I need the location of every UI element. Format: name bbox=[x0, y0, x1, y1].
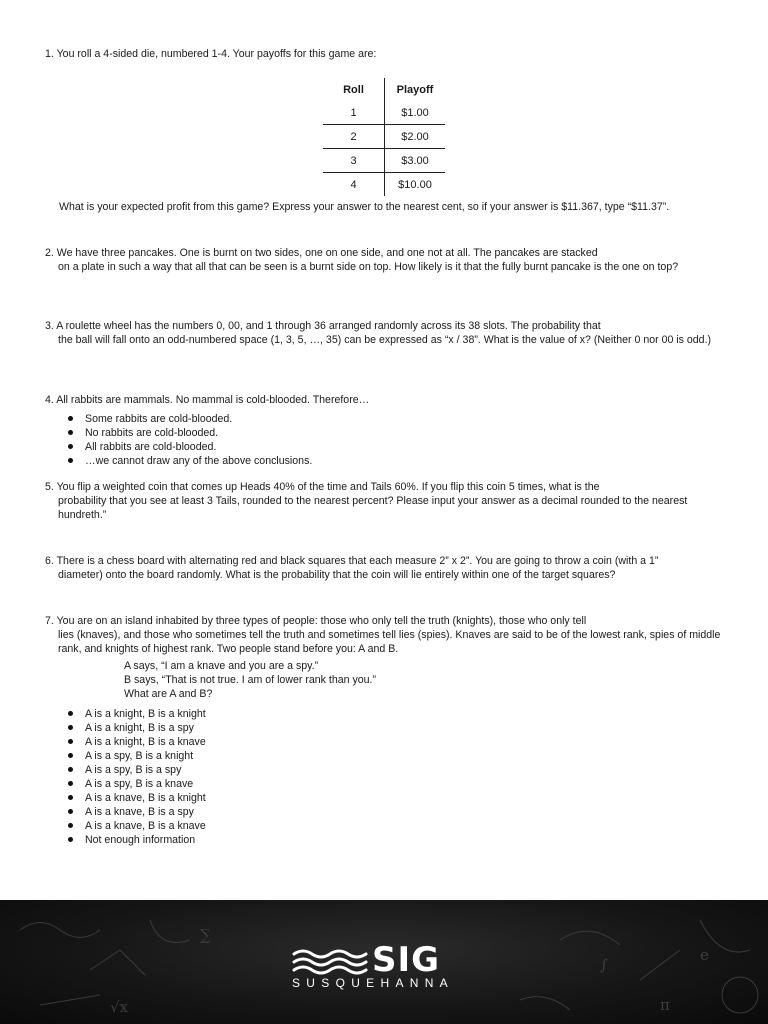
question-2-line2: on a plate in such a way that all that can be seen is a burnt side on top. How likely is it that the fully burnt pancake is the one on top? bbox=[58, 261, 679, 273]
option-item[interactable]: Not enough information bbox=[85, 833, 735, 847]
option-item[interactable]: No rabbits are cold-blooded. bbox=[85, 426, 735, 440]
option-item[interactable]: …we cannot draw any of the above conclusions. bbox=[85, 454, 735, 468]
question-1-followup-text: What is your expected profit from this game? Express your answer to the nearest cent, so if your answer is $11.367, type “$11.37”. bbox=[59, 201, 670, 213]
table-cell-payoff: $1.00 bbox=[385, 101, 446, 125]
option-item[interactable]: Some rabbits are cold-blooded. bbox=[85, 412, 735, 426]
question-2-line1: 2. We have three pancakes. One is burnt on two sides, one on one side, and one not at all. The pancakes are stacked bbox=[45, 247, 598, 259]
question-3 bbox=[45, 319, 735, 347]
sig-logo bbox=[292, 942, 482, 992]
svg-text:π: π bbox=[660, 996, 670, 1014]
question-7-dialogue bbox=[45, 659, 735, 701]
table-cell-roll: 1 bbox=[323, 101, 385, 125]
table-header-row bbox=[323, 78, 445, 101]
question-1-text: 1. You roll a 4-sided die, numbered 1-4. Your payoffs for this game are: bbox=[45, 48, 377, 60]
option-item[interactable]: All rabbits are cold-blooded. bbox=[85, 440, 735, 454]
option-item[interactable]: A is a spy, B is a knight bbox=[85, 749, 735, 763]
option-item[interactable]: A is a knave, B is a knight bbox=[85, 791, 735, 805]
svg-text:e: e bbox=[700, 946, 709, 964]
question-7-line1: 7. You are on an island inhabited by three types of people: those who only tell the truth (knights), those who only tell bbox=[45, 615, 587, 627]
question-2 bbox=[45, 246, 735, 274]
logo-brand: SIG bbox=[372, 940, 441, 980]
table-cell-roll: 2 bbox=[323, 125, 385, 149]
question-4-text: 4. All rabbits are mammals. No mammal is cold-blooded. Therefore… bbox=[45, 394, 370, 406]
option-item[interactable]: A is a knight, B is a knight bbox=[85, 707, 735, 721]
table-row bbox=[323, 149, 445, 173]
table-header-playoff: Playoff bbox=[396, 83, 434, 96]
question-6 bbox=[45, 554, 735, 582]
svg-text:√x: √x bbox=[110, 998, 129, 1016]
table-row bbox=[323, 101, 445, 125]
dialogue-line: B says, “That is not true. I am of lower rank than you.” bbox=[124, 674, 376, 686]
table-row bbox=[323, 173, 445, 197]
option-item[interactable]: A is a knight, B is a spy bbox=[85, 721, 735, 735]
question-6-line2: diameter) onto the board randomly. What is the probability that the coin will lie entirely within one of the target squares? bbox=[58, 569, 616, 581]
logo-subtitle: SUSQUEHANNA bbox=[292, 976, 454, 990]
svg-text:∑: ∑ bbox=[200, 926, 211, 944]
svg-text:∫: ∫ bbox=[600, 956, 608, 974]
question-5-line2: probability that you see at least 3 Tails, rounded to the nearest percent? Please input your answer as a decimal rounded to the nearest hundreth.” bbox=[58, 495, 688, 521]
wave-lines-icon bbox=[292, 946, 370, 976]
option-item[interactable]: A is a spy, B is a spy bbox=[85, 763, 735, 777]
option-item[interactable]: A is a knave, B is a knave bbox=[85, 819, 735, 833]
dialogue-line: A says, “I am a knave and you are a spy.” bbox=[124, 660, 319, 672]
table-header-roll: Roll bbox=[323, 78, 385, 101]
option-item[interactable]: A is a knave, B is a spy bbox=[85, 805, 735, 819]
question-5 bbox=[45, 480, 735, 522]
table-cell-payoff: $10.00 bbox=[398, 178, 432, 191]
question-1 bbox=[45, 47, 735, 61]
question-7-line2: lies (knaves), and those who sometimes tell the truth and sometimes tell lies (spies). Knaves are said to be of the lowest rank, spies of middle rank, and knights of highest rank. Two people stand before you: A and B. bbox=[58, 629, 721, 655]
question-5-line1: 5. You flip a weighted coin that comes up Heads 40% of the time and Tails 60%. If you flip this coin 5 times, what is the bbox=[45, 481, 600, 493]
question-7 bbox=[45, 614, 735, 847]
table-cell-roll: 4 bbox=[323, 173, 385, 197]
question-3-line1: 3. A roulette wheel has the numbers 0, 00, and 1 through 36 arranged randomly across its 38 slots. The probability that bbox=[45, 320, 601, 332]
option-item[interactable]: A is a spy, B is a knave bbox=[85, 777, 735, 791]
table-cell-roll: 3 bbox=[323, 149, 385, 173]
dialogue-line: What are A and B? bbox=[124, 688, 213, 700]
question-1-followup bbox=[59, 200, 749, 214]
table-cell-payoff: $2.00 bbox=[385, 125, 446, 149]
question-7-options bbox=[45, 707, 735, 847]
payoff-table bbox=[323, 78, 445, 196]
table-row bbox=[323, 125, 445, 149]
question-4-options bbox=[45, 412, 735, 468]
question-6-line1: 6. There is a chess board with alternating red and black squares that each measure 2” x 2”. You are going to throw a coin (with a 1” bbox=[45, 555, 659, 567]
option-item[interactable]: A is a knight, B is a knave bbox=[85, 735, 735, 749]
question-4 bbox=[45, 393, 735, 468]
table-cell-payoff: $3.00 bbox=[385, 149, 446, 173]
question-3-line2: the ball will fall onto an odd-numbered space (1, 3, 5, …, 35) can be expressed as “x / 38”. What is the value of x? (Neither 0 nor 00 is odd.) bbox=[58, 334, 712, 346]
